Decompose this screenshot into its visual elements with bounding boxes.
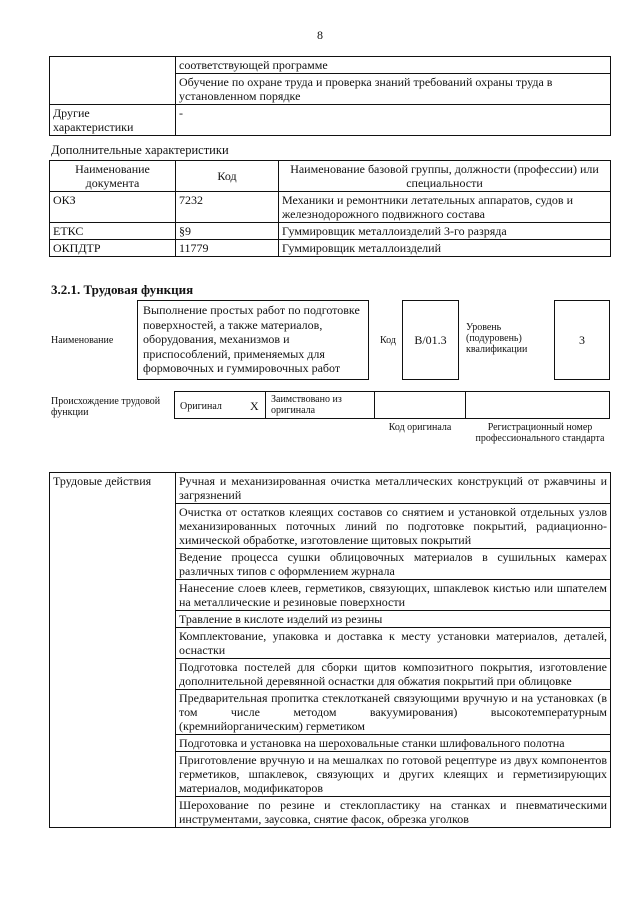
origin-label: Происхождение трудовой функции (51, 396, 161, 418)
list-item: Предварительная пропитка стеклотканей связующими вручную и на установках (в том числе методом вакуумирования) высокотемпературным (кремнийорганическим) герметиком (176, 690, 611, 735)
list-item: Подготовка постелей для сборки щитов композитного покрытия, изготовление дополнительной деревянной оснастки для обжатия покрытий при облицовке (176, 659, 611, 690)
table-row (50, 192, 611, 223)
list-item: Ведение процесса сушки облицовочных материалов в сушильных камерах различных типов с оформлением журнала (176, 549, 611, 580)
header-doc-name: Наименование документа (50, 161, 176, 192)
header-code: Код (176, 161, 279, 192)
top-table-empty-cell (50, 57, 176, 105)
list-item: Очистка от остатков клеящих составов со снятием и установкой отдельных узлов механизированных поточных линий по подготовке покрытий, радиационно-химической обработке, изготовление щитовых покрытий (176, 504, 611, 549)
table-row (50, 240, 611, 257)
header-group-name: Наименование базовой группы, должности (профессии) или специальности (279, 161, 611, 192)
row-doc: ЕТКС (50, 223, 176, 240)
row-doc: ОКПДТР (50, 240, 176, 257)
row-code: §9 (176, 223, 279, 240)
top-table-row2: Обучение по охране труда и проверка знаний требований охраны труда в установленном порядке (176, 74, 611, 105)
other-characteristics-value: - (176, 105, 611, 136)
code-original-label: Код оригинала (388, 422, 452, 433)
reg-number-cell (465, 391, 610, 419)
list-item: Приготовление вручную и на мешалках по готовой рецептуре из двух компонентов герметиков, шпаклевок, связующих и других клеящих и герметизирующих материалов, модификаторов (176, 752, 611, 797)
level-label: Уровень (подуровень) квалификации (466, 322, 528, 355)
row-name: Гуммировщик металлоизделий (279, 240, 611, 257)
row-doc: ОКЗ (50, 192, 176, 223)
original-mark: X (250, 399, 259, 413)
actions-label: Трудовые действия (50, 473, 176, 828)
row-name: Гуммировщик металлоизделий 3-го разряда (279, 223, 611, 240)
list-item: Нанесение слоев клеев, герметиков, связующих, шпаклевок кистью или шпателем на металлические и резиновые поверхности (176, 580, 611, 611)
function-name-box: Выполнение простых работ по подготовке поверхностей, а также материалов, оборудования, механизмов и приспособлений, применяемых для формовочных и гуммировочных работ (137, 300, 369, 380)
function-heading: 3.2.1. Трудовая функция (51, 282, 194, 297)
borrowed-cell (265, 391, 375, 419)
code-box: B/01.3 (402, 300, 459, 380)
other-characteristics-label: Другие характеристики (50, 105, 176, 136)
original-label: Оригинал (180, 401, 222, 412)
name-label: Наименование (51, 335, 114, 346)
borrowed-label: Заимствовано из оригинала (271, 394, 342, 416)
row-code: 11779 (176, 240, 279, 257)
reg-number-label: Регистрационный номер профессионального стандарта (475, 422, 605, 444)
top-table (49, 56, 611, 136)
row-name: Механики и ремонтники летательных аппаратов, судов и железнодорожного подвижного состава (279, 192, 611, 223)
additional-table (49, 160, 611, 257)
list-item: Ручная и механизированная очистка металлических конструкций от ржавчины и загрязнений (176, 473, 611, 504)
page-number: 8 (317, 28, 323, 42)
level-box: 3 (554, 300, 610, 380)
table-row (50, 223, 611, 240)
code-label: Код (380, 335, 396, 346)
list-item: Подготовка и установка на шероховальные станки шлифовального полотна (176, 735, 611, 752)
actions-table (49, 472, 611, 828)
list-item: Травление в кислоте изделий из резины (176, 611, 611, 628)
row-code: 7232 (176, 192, 279, 223)
top-table-row1: соответствующей программе (176, 57, 611, 74)
additional-title: Дополнительные характеристики (51, 143, 229, 157)
original-cell (174, 391, 266, 419)
list-item: Комплектование, упаковка и доставка к месту установки материалов, деталей, оснастки (176, 628, 611, 659)
code-original-cell (374, 391, 466, 419)
list-item: Шерохование по резине и стеклопластику на станках и пневматическими инструментами, заусовка, снятие фасок, обрезка уголков (176, 797, 611, 828)
